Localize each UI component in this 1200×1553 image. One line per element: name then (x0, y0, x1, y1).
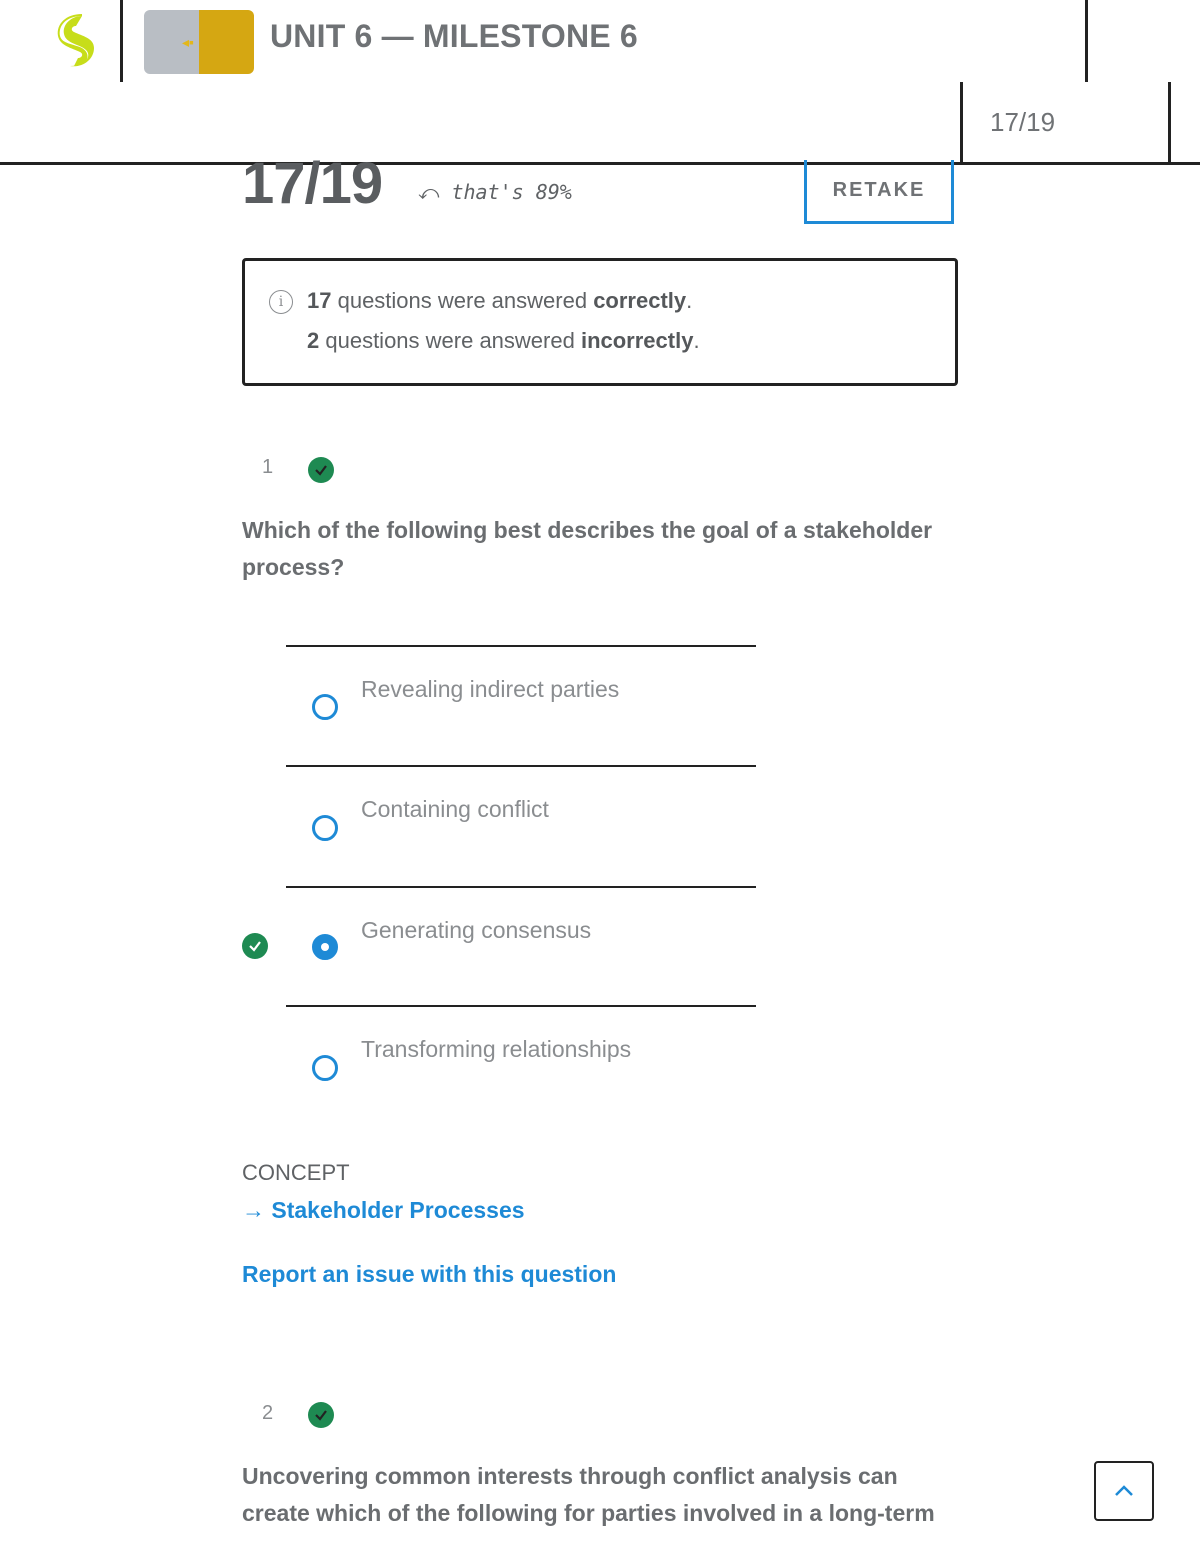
option-label[interactable]: Containing conflict (361, 796, 549, 822)
option-radio[interactable] (312, 694, 338, 720)
arrow-right-icon: → (242, 1197, 265, 1223)
correct-count: 17 (307, 288, 332, 313)
option-label[interactable]: Transforming relationships (361, 1036, 632, 1062)
results-summary (242, 258, 958, 386)
question-text: Which of the following best describes the goal of a stakeholder process? (242, 517, 933, 580)
option-divider (286, 645, 756, 647)
header-divider (120, 0, 123, 82)
correct-summary (307, 288, 692, 314)
report-issue-link[interactable]: Report an issue with this question (242, 1261, 617, 1287)
header-score: 17/19 (990, 107, 1056, 137)
option-label[interactable]: Revealing indirect parties (361, 676, 620, 702)
concept-label: CONCEPT (242, 1160, 350, 1185)
info-icon: i (269, 290, 293, 314)
incorrect-text: questions were answered (319, 328, 581, 353)
page-title: UNIT 6 — MILESTONE 6 (270, 18, 638, 54)
option-radio-selected[interactable] (312, 934, 338, 960)
question-number: 2 (262, 1402, 274, 1424)
check-icon (308, 1402, 334, 1428)
unit-thumbnail (144, 10, 254, 74)
chevron-up-icon (1113, 1484, 1135, 1498)
incorrect-summary (307, 328, 700, 354)
percent-note-text: that's 89% (451, 180, 572, 204)
incorrect-count: 2 (307, 328, 320, 353)
option-radio[interactable] (312, 815, 338, 841)
incorrect-word: incorrectly (580, 328, 694, 353)
correct-word: correctly (593, 288, 687, 313)
option-divider (286, 886, 756, 888)
retake-button[interactable]: RETAKE (804, 160, 954, 224)
percent-note (418, 180, 572, 204)
logo-icon[interactable] (52, 12, 100, 70)
check-icon (308, 457, 334, 483)
option-radio[interactable] (312, 1055, 338, 1081)
header-bottom-rule (0, 162, 1200, 165)
header-divider-right (1085, 0, 1088, 82)
option-label[interactable]: Generating consensus (361, 917, 592, 943)
question-number: 1 (262, 456, 274, 478)
period: . (686, 288, 693, 313)
thumbnail-mark-icon: ◂▪ (182, 34, 194, 50)
concept-link[interactable] (242, 1197, 525, 1224)
correct-text: questions were answered (331, 288, 594, 313)
return-arrow-icon: ⤺ (418, 180, 440, 204)
concept-link-text[interactable]: Stakeholder Processes (271, 1197, 525, 1223)
score-box-right (1168, 82, 1171, 164)
option-divider (286, 1005, 756, 1007)
score-box-left (960, 82, 963, 164)
score-value: 17/19 (242, 151, 383, 216)
option-divider (286, 765, 756, 767)
period: . (693, 328, 700, 353)
scroll-to-top-button[interactable] (1094, 1461, 1154, 1521)
check-icon (242, 933, 268, 959)
question-text: Uncovering common interests through conflict analysis can create which of the following for parties involved in a long-term (242, 1463, 935, 1526)
